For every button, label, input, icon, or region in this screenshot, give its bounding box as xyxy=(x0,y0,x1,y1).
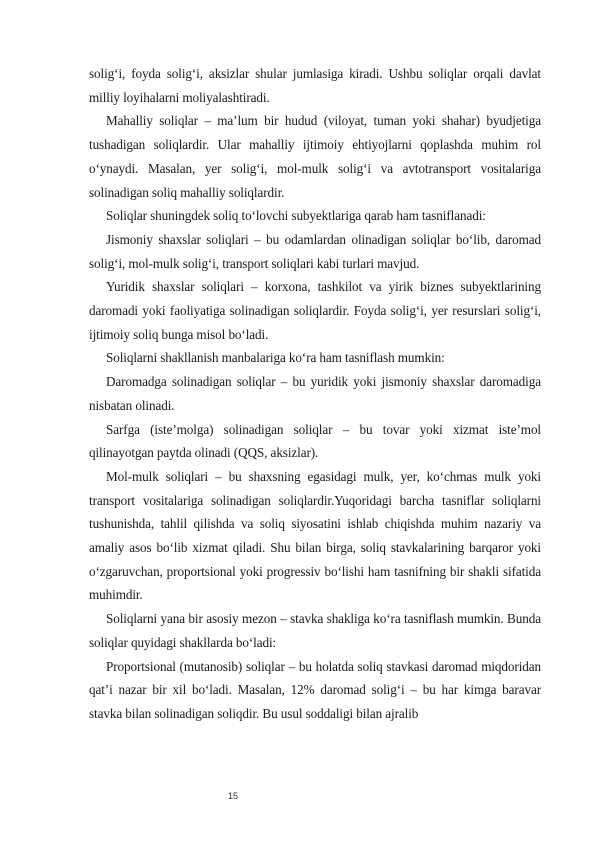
paragraph-rate-classification: Soliqlarni yana bir asosiy mezon – stavka shakliga ko‘ra tasniflash mumkin. Bunda soliqlar quyidagi shakllarda bo‘ladi: xyxy=(89,611,541,650)
paragraph-subject-classification: Soliqlar shuningdek soliq to‘lovchi subyektlariga qarab ham tasniflanadi: xyxy=(106,208,486,224)
paragraph-legal-entity-taxes: Yuridik shaxslar soliqlari – korxona, tashkilot va yirik biznes subyektlarining daromadi yoki faoliyatiga solinadigan soliqlardir. Foyda solig‘i, yer resurslari solig‘i, ijtimoiy soliq bunga misol bo‘ladi. xyxy=(89,279,541,342)
paragraph-continuation: solig‘i, foyda solig‘i, aksizlar shular jumlasiga kiradi. Ushbu soliqlar orqali davlat milliy loyihalarni moliyalashtiradi. xyxy=(89,66,541,105)
paragraph-source-classification: Soliqlarni shakllanish manbalariga ko‘ra ham tasniflash mumkin: xyxy=(106,350,445,366)
paragraph-individual-taxes: Jismoniy shaxslar soliqlari – bu odamlardan olinadigan soliqlar bo‘lib, daromad solig‘i, mol-mulk solig‘i, transport soliqlari kabi turlari mavjud. xyxy=(89,231,541,271)
paragraph-property-taxes: Mol-mulk soliqlari – bu shaxsning egasidagi mulk, yer, ko‘chmas mulk yoki transport vositalariga solinadigan soliqlardir.Yuqoridagi barcha tasniflar soliqlarni tushunishda, tahlil qilishda va soliq siyosatini ishlab chiqishda muhim nazariy va amaliy asos bo‘lib xizmat qiladi. Shu bilan birga, soliq stavkalarining barqaror yoki o‘zgaruvchan, proportsional yoki progressiv bo‘lishi ham tasnifning bir shakli sifatida muhimdir. xyxy=(89,468,541,603)
paragraph-local-taxes: Mahalliy soliqlar – ma’lum bir hudud (viloyat, tuman yoki shahar) byudjetiga tushadigan soliqlardir. Ular mahalliy ijtimoiy ehtiyojlarni qoplashda muhim rol o‘ynaydi. Masalan, yer solig‘i, mol-mulk solig‘i va avtotransport vositalariga solinadigan soliq mahalliy soliqlardir. xyxy=(89,113,541,200)
page-number: 15 xyxy=(228,791,239,801)
paragraph-consumption-taxes: Sarfga (iste’molga) solinadigan soliqlar – bu tovar yoki xizmat iste’mol qilinayotgan paytda olinadi (QQS, aksizlar). xyxy=(89,421,541,461)
document-page xyxy=(89,62,541,726)
paragraph-proportional-taxes: Proportsional (mutanosib) soliqlar – bu holatda soliq stavkasi daromad miqdoridan qat’i nazar bir xil bo‘ladi. Masalan, 12% daromad solig‘i – bu har kimga baravar stavka bilan solinadigan soliqdir. Bu usul soddaligi bilan ajralib xyxy=(89,658,541,721)
paragraph-income-taxes: Daromadga solinadigan soliqlar – bu yuridik yoki jismoniy shaxslar daromadiga nisbatan olinadi. xyxy=(89,374,541,413)
